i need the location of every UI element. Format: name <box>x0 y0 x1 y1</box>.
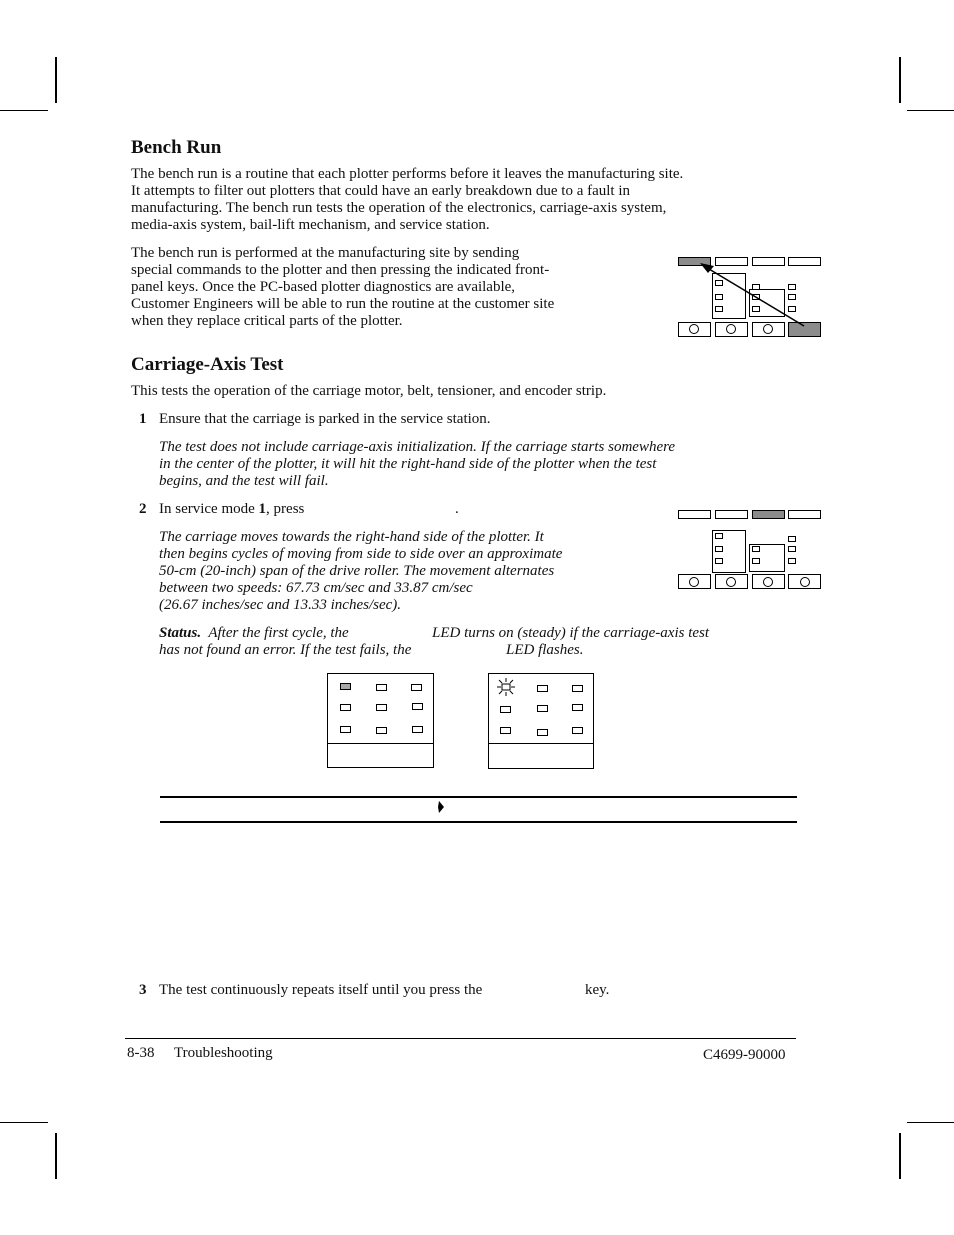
sun-flash-icon <box>496 677 516 697</box>
status-line-2: has not found an error. If the test fails, the <box>159 642 412 658</box>
led-indicator <box>715 558 723 564</box>
arrow-icon <box>676 256 824 340</box>
crop-mark <box>907 1122 954 1123</box>
text-line: panel keys. Once the PC-based plotter diagnostics are available, <box>131 279 516 295</box>
panel-key-3 <box>752 510 785 519</box>
footer-part-number: C4699-90000 <box>703 1047 786 1063</box>
text-line: 50-cm (20-inch) span of the drive roller. The movement alternates <box>159 563 555 579</box>
bench-run-paragraph-1 <box>131 166 683 234</box>
led-indicator <box>412 703 423 710</box>
text-span: In service mode <box>159 501 259 517</box>
led-indicator <box>537 705 548 712</box>
step-3-number: 3 <box>139 982 147 998</box>
text-line: The test does not include carriage-axis initialization. If the carriage starts somewhere <box>159 439 676 455</box>
led-indicator <box>376 727 387 734</box>
bench-run-paragraph-2 <box>131 245 554 330</box>
status-line-2-end: LED flashes. <box>506 642 584 658</box>
led-indicator <box>500 706 511 713</box>
divider <box>489 743 593 744</box>
led-indicator <box>572 685 583 692</box>
carriage-axis-heading: Carriage-Axis Test <box>131 354 284 375</box>
led-indicator <box>572 704 583 711</box>
key-circle-icon <box>726 577 736 587</box>
text-line: It attempts to filter out plotters that could have an early breakdown due to a fault in <box>131 183 631 199</box>
text-line: The bench run is performed at the manufacturing site by sending <box>131 245 520 261</box>
led-indicator <box>572 727 583 734</box>
step-2-number: 2 <box>139 501 147 517</box>
led-status-steady-diagram <box>327 673 434 768</box>
crop-mark <box>899 57 901 103</box>
crop-mark <box>0 1122 48 1123</box>
step-1-note <box>159 439 675 490</box>
key-circle-icon <box>800 577 810 587</box>
led-indicator <box>788 546 796 552</box>
led-indicator <box>412 726 423 733</box>
panel-key-2 <box>715 510 748 519</box>
carriage-axis-intro: This tests the operation of the carriage motor, belt, tensioner, and encoder strip. <box>131 383 607 399</box>
key-circle-icon <box>689 577 699 587</box>
text-line: (26.67 inches/sec and 13.33 inches/sec). <box>159 597 402 613</box>
led-indicator <box>500 727 511 734</box>
crop-mark <box>907 110 954 111</box>
panel-key-1 <box>678 510 711 519</box>
led-indicator <box>752 558 760 564</box>
divider <box>328 743 433 744</box>
text-span: , press <box>266 501 305 517</box>
key-circle-icon <box>763 577 773 587</box>
status-label: Status. <box>159 625 202 641</box>
panel-key-4 <box>788 510 821 519</box>
text-span: After the first cycle, the <box>201 625 349 641</box>
step-3-text-end: key. <box>585 982 610 998</box>
text-line: The bench run is a routine that each plotter performs before it leaves the manufacturing site. <box>131 166 684 182</box>
status-line-1 <box>159 625 349 642</box>
service-mode-number: 1 <box>258 501 267 517</box>
led-indicator <box>537 729 548 736</box>
led-indicator <box>411 684 422 691</box>
step-2-text <box>159 501 304 518</box>
step-1-text: Ensure that the carriage is parked in the service station. <box>159 411 491 427</box>
status-line-1-end: LED turns on (steady) if the carriage-axis test <box>432 625 710 641</box>
led-indicator <box>715 546 723 552</box>
crop-mark <box>0 110 48 111</box>
text-line: when they replace critical parts of the plotter. <box>131 313 403 329</box>
text-line: begins, and the test will fail. <box>159 473 329 489</box>
led-indicator-on <box>340 683 351 690</box>
led-indicator <box>715 533 723 539</box>
led-indicator <box>537 685 548 692</box>
led-indicator <box>788 536 796 542</box>
text-line: then begins cycles of moving from side to side over an approximate <box>159 546 563 562</box>
crop-mark <box>899 1133 901 1179</box>
step-3-text: The test continuously repeats itself until you press the <box>159 982 483 998</box>
text-line: manufacturing. The bench run tests the operation of the electronics, carriage-axis system, <box>131 200 667 216</box>
footer-section: Troubleshooting <box>174 1045 273 1061</box>
crop-mark <box>55 57 57 103</box>
text-line: Customer Engineers will be able to run the routine at the customer site <box>131 296 555 312</box>
led-indicator <box>340 726 351 733</box>
step-2-note <box>159 529 562 614</box>
led-indicator <box>788 558 796 564</box>
front-panel-diagram-2 <box>676 509 824 593</box>
text-line: special commands to the plotter and then pressing the indicated front- <box>131 262 550 278</box>
led-status-flashing-diagram <box>488 673 594 769</box>
front-panel-diagram-1 <box>676 256 824 340</box>
footer-rule <box>125 1038 796 1039</box>
footer-page-number: 8-38 <box>127 1045 155 1061</box>
led-indicator <box>376 684 387 691</box>
text-line: between two speeds: 67.73 cm/sec and 33.87 cm/sec <box>159 580 473 596</box>
led-indicator <box>376 704 387 711</box>
step-2-period: . <box>455 501 459 517</box>
separator-top-rule <box>160 796 797 798</box>
crop-mark <box>55 1133 57 1179</box>
led-indicator <box>340 704 351 711</box>
text-line: in the center of the plotter, it will hit the right-hand side of the plotter when the test <box>159 456 657 472</box>
bench-run-heading: Bench Run <box>131 137 222 158</box>
text-line: The carriage moves towards the right-hand side of the plotter. It <box>159 529 544 545</box>
separator-bottom-rule <box>160 821 797 823</box>
led-indicator <box>752 546 760 552</box>
step-1-number: 1 <box>139 411 147 427</box>
diamond-icon <box>437 801 445 814</box>
text-line: media-axis system, bail-lift mechanism, and service station. <box>131 217 490 233</box>
